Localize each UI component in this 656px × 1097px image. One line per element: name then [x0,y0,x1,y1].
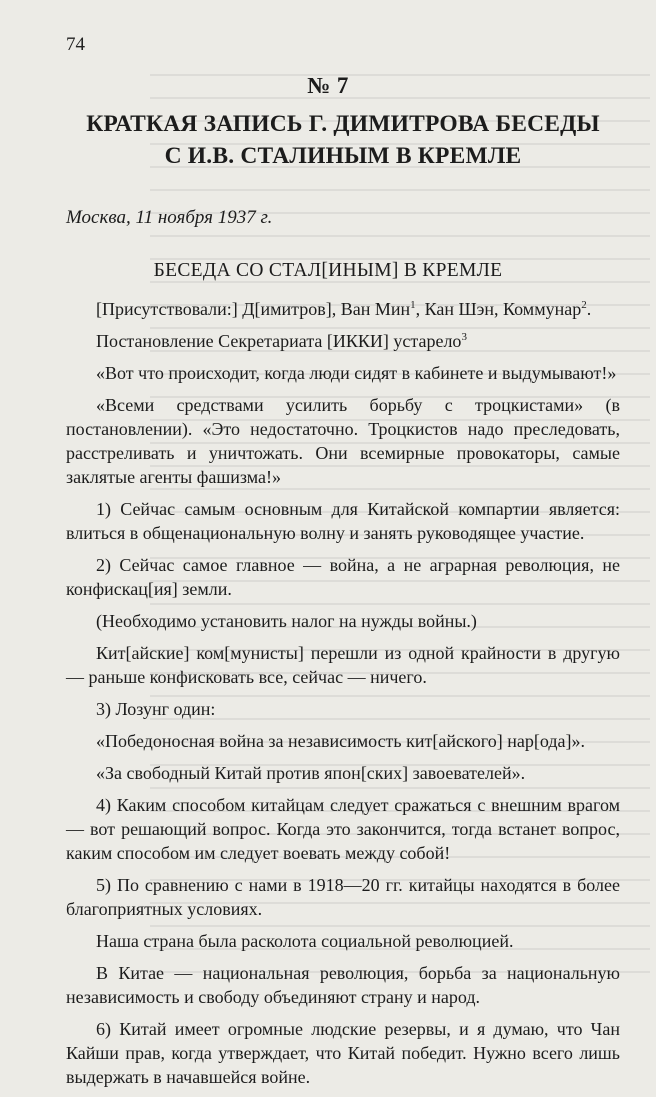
paragraph: В Китае — национальная революция, борьба за национальную независимость и свободу объединяют страну и народ. [66,963,620,1007]
paragraph: «Вот что происходит, когда люди сидят в кабинете и выдумывают!» [96,363,617,383]
body-text [66,297,620,1097]
paragraph: «Всеми средствами усилить борьбу с троцкистами» (в постановлении). «Это недостаточно. Троцкистов надо преследовать, расстреливать и уничтожать. Они всемирные провокаторы, самые заклятые агенты фашизма!» [66,395,620,487]
paragraph: Кит[айские] ком[мунисты] перешли из одной крайности в другую — раньше конфисковать все, сейчас — ничего. [66,643,620,687]
paragraph: 5) По сравнению с нами в 1918—20 гг. китайцы находятся в более благоприятных условиях. [66,875,620,919]
page-number: 74 [66,34,85,55]
document-number: № 7 [307,73,349,98]
footnote-ref: 2 [581,299,587,311]
paragraph: «Победоносная война за независимость кит[айского] нар[ода]». [96,731,585,751]
paragraph: Постановление Секретариата [ИККИ] устарело$^3$ [96,331,467,351]
paragraph: 3) Лозунг один: [96,699,216,719]
title-line-1: КРАТКАЯ ЗАПИСЬ Г. ДИМИТРОВА БЕСЕДЫ [86,111,600,137]
place-date: Москва, 11 ноября 1937 г. [66,207,273,228]
paragraph: (Необходимо установить налог на нужды войны.) [96,611,477,631]
paragraph: «За свободный Китай против япон[ских] завоевателей». [96,763,526,783]
paragraph: Наша страна была расколота социальной революцией. [96,931,514,951]
paragraph: 4) Каким способом китайцам следует сражаться с внешним врагом — вот решающий вопрос. Когда это закончится, тогда встанет вопрос, каким способом им следует воевать между собой! [66,795,620,863]
paragraph: 6) Китай имеет огромные людские резервы, и я думаю, что Чан Кайши прав, когда утверждает, что Китай победит. Нужно всего лишь выдержать в начавшейся войне. [66,1019,620,1087]
footnote-ref: 1 [410,299,416,311]
title-line-2: С И.В. СТАЛИНЫМ В КРЕМЛЕ [164,143,522,169]
footnote-ref: 3 [461,331,467,343]
paragraph: 2) Сейчас самое главное — война, а не аграрная революция, не конфискац[ия] земли. [66,555,620,599]
paragraph: 1) Сейчас самым основным для Китайской компартии является: влиться в общенациональную волну и занять руководящее участие. [66,499,620,543]
section-heading: БЕСЕДА СО СТАЛ[ИНЫМ] В КРЕМЛЕ [153,260,503,281]
paragraph-attendees: [Присутствовали:] Д[имитров], Ван Мин$^1$, Кан Шэн, Коммунар$^2$. [96,299,592,319]
document-title [66,108,620,172]
